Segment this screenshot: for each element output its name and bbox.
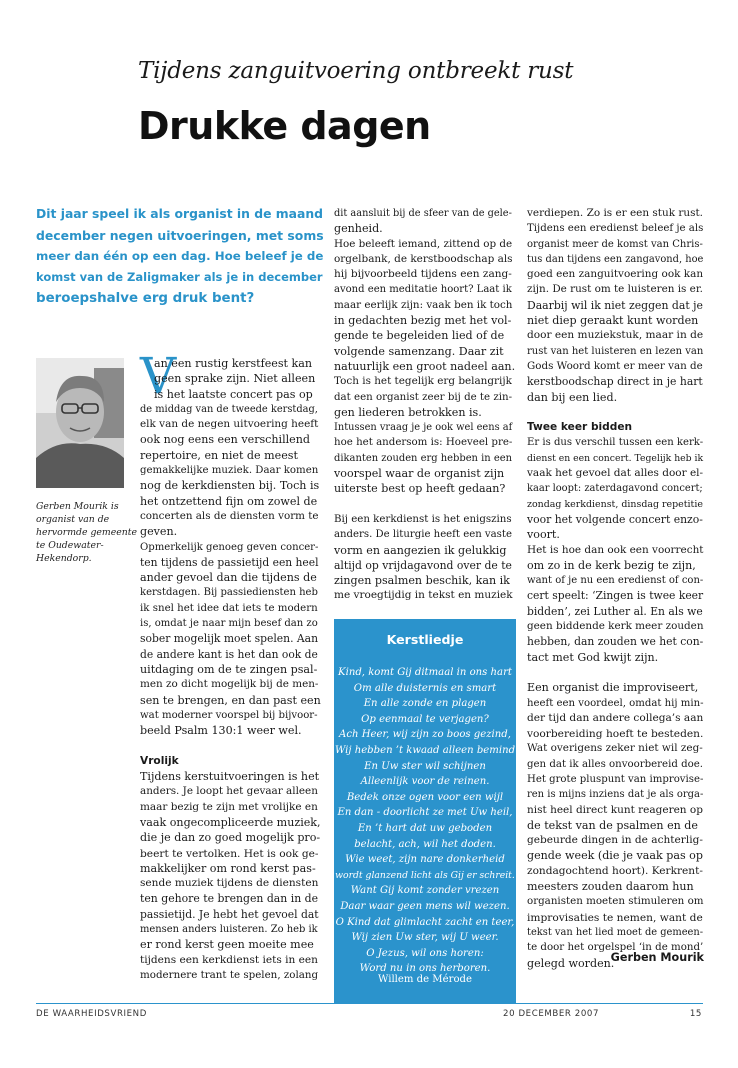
article-line: voor het volgende concert enzo- xyxy=(527,512,703,526)
paragraph-gap xyxy=(334,497,514,512)
poem-text xyxy=(334,665,516,977)
article-line: men zo dicht mogelijk bij de men- xyxy=(140,678,319,691)
article-line: organist meer de komst van Chris- xyxy=(527,238,703,250)
article-line: de andere kant is het dan ook de xyxy=(140,647,318,661)
poem-line: Daar waar geen mens wil wezen. xyxy=(340,900,510,912)
poem-line: Wij hebben ’t kwaad alleen bemind xyxy=(334,744,516,756)
article-line: ander gevoel dan die tijdens de xyxy=(140,571,317,585)
paragraph-gap xyxy=(527,405,705,420)
article-line: Intussen vraag je je ook wel eens af xyxy=(334,422,513,434)
article-line: tijdens een kerkdienst iets in een xyxy=(140,953,318,966)
poem-line: En alle zonde en plagen xyxy=(363,698,487,710)
article-line: de tekst van de psalmen en de xyxy=(527,818,698,832)
caption-line: te Oudewater- xyxy=(36,540,104,551)
article-line: natuurlijk een groot nadeel aan. xyxy=(334,359,516,373)
poem-author: Willem de Mérode xyxy=(378,974,472,985)
article-line: Hoe beleeft iemand, zittend op de xyxy=(334,237,513,250)
poem-line: En ’t hart dat uw geboden xyxy=(357,822,493,834)
article-line: gen dat ik alles onvoorbereid doe. xyxy=(527,758,704,770)
article-line: Tijdens kerstuitvoeringen is het xyxy=(140,770,320,784)
article-line: kerstboodschap direct in je hart xyxy=(527,375,703,389)
article-line: zingen psalmen beschik, kan ik xyxy=(334,574,510,588)
article-line: ik snel het idee dat iets te modern xyxy=(140,601,318,614)
article-line: concerten als de diensten vorm te xyxy=(140,509,319,522)
intro-line: beroepshalve erg druk bent? xyxy=(36,291,255,306)
article-line: meesters zouden daarom hun xyxy=(527,880,694,894)
article-line: Daarbij wil ik niet zeggen dat je xyxy=(527,298,703,312)
poem-line: En Uw ster wil schijnen xyxy=(364,760,486,772)
article-line: volgende samenzang. Daar zit xyxy=(334,344,504,358)
poem-box xyxy=(334,619,516,1003)
article-line: dit aansluit bij de sfeer van de gele- xyxy=(334,208,512,219)
section-heading: Vrolijk xyxy=(140,754,179,767)
article-line: uitdaging om de te zingen psal- xyxy=(140,662,318,676)
article-line: improvisaties te nemen, want de xyxy=(527,910,703,924)
poem-line: Word nu in ons herboren. xyxy=(359,963,491,975)
caption-line: organist van de xyxy=(36,514,110,525)
intro-line: komst van de Zaligmaker als je in december xyxy=(36,270,323,284)
article-line: hij bijvoorbeeld tijdens een zang- xyxy=(334,268,512,281)
article-line: dikanten zouden erg hebben in een xyxy=(334,452,512,464)
article-column-1 xyxy=(140,356,320,983)
caption-line: Hekendorp. xyxy=(36,553,92,564)
portrait-image xyxy=(36,358,124,488)
article-line: geen sprake zijn. Niet alleen xyxy=(154,372,316,386)
article-line: hoe het andersom is: Hoeveel pre- xyxy=(334,436,513,449)
article-line: makkelijker om rond kerst pas- xyxy=(140,861,316,875)
poem-line: Op eenmaal te verjagen? xyxy=(361,713,489,725)
article-line: heeft een voordeel, omdat hij min- xyxy=(527,697,704,709)
article-line: kerstdagen. Bij passiediensten heb xyxy=(140,587,318,599)
article-line: organisten moeten stimuleren om xyxy=(527,895,704,908)
article-line: dat een organist zeer bij de te zin- xyxy=(334,390,513,403)
paragraph-gap xyxy=(140,738,320,753)
article-title: Drukke dagen xyxy=(138,104,431,148)
poem-line: O Jezus, wil ons horen: xyxy=(366,947,484,959)
article-line: dan bij een lied. xyxy=(527,390,618,404)
article-line: cert speelt: ‘Zingen is twee keer xyxy=(527,589,704,603)
article-line: Wat overigens zeker niet wil zeg- xyxy=(527,742,703,755)
article-line: anders. Je loopt het gevaar alleen xyxy=(140,785,318,798)
article-line: te door het orgelspel ‘in de mond’ xyxy=(527,941,704,954)
article-line: orgelbank, de kerstboodschap als xyxy=(334,252,513,265)
paragraph-gap xyxy=(527,665,705,680)
footer-divider xyxy=(36,1003,703,1004)
article-line: dienst en een concert. Tegelijk heb ik xyxy=(527,452,704,464)
article-line: tact met God kwijt zijn. xyxy=(527,650,659,664)
author-photo xyxy=(36,358,124,488)
article-line: ten gehore te brengen dan in de xyxy=(140,892,319,906)
article-line: avond een meditatie hoort? Laat ik xyxy=(334,284,512,296)
article-line: kaar loopt: zaterdagavond concert; xyxy=(527,483,703,495)
article-line: bidden’, zei Luther al. En als we xyxy=(527,604,703,618)
article-line: niet diep geraakt kunt worden xyxy=(527,314,699,328)
caption-line: Gerben Mourik is xyxy=(36,501,119,512)
article-line: Tijdens een eredienst beleef je als xyxy=(527,223,704,235)
article-line: sende muziek tijdens de diensten xyxy=(140,877,319,890)
article-line: beeld Psalm 130:1 weer wel. xyxy=(140,724,302,738)
article-line: modernere trant te spelen, zolang xyxy=(140,968,319,981)
poem-line: Wie weet, zijn nare donkerheid xyxy=(345,854,505,866)
article-line: Gods Woord komt er meer van de xyxy=(527,359,703,372)
article-line: geen biddende kerk meer zouden xyxy=(527,620,704,633)
article-line: gebeurde dingen in de achterlig- xyxy=(527,834,703,847)
poem-line: O Kind dat glimlacht zacht en teer, xyxy=(335,916,515,928)
article-line: passietijd. Je hebt het gevoel dat xyxy=(140,907,319,921)
article-line: om zo in de kerk bezig te zijn, xyxy=(527,558,696,572)
article-line: ook nog eens een verschillend xyxy=(140,433,310,447)
poem-line: belacht, ach, wil het doden. xyxy=(354,838,496,850)
article-line: rust van het luisteren en lezen van xyxy=(527,345,704,357)
article-line: altijd op vrijdagavond over de te xyxy=(334,558,512,572)
article-line: vaak ongecompliceerde muziek, xyxy=(140,815,321,829)
article-line: vaak het gevoel dat alles door el- xyxy=(527,467,704,480)
article-line: wat moderner voorspel bij bijvoor- xyxy=(140,709,318,721)
article-line: Opmerkelijk genoeg geven concer- xyxy=(140,541,319,553)
article-line: der tijd dan andere collega’s aan xyxy=(527,711,704,724)
article-line: Het is hoe dan ook een voorrecht xyxy=(527,543,704,556)
article-subtitle: Tijdens zanguitvoering ontbreekt rust xyxy=(138,58,574,84)
article-line: zijn. De rust om te luisteren is er. xyxy=(527,283,703,296)
intro-lead xyxy=(36,204,326,309)
intro-line: meer dan één op een dag. Hoe beleef je de xyxy=(36,249,324,263)
article-line: nist heel direct kunt reageren op xyxy=(527,803,703,816)
article-line: hebben, dan zouden we het con- xyxy=(527,635,704,649)
intro-line: Dit jaar speel ik als organist in de maand xyxy=(36,207,323,221)
article-column-2 xyxy=(334,206,514,604)
article-line: voorbereiding hoeft te besteden. xyxy=(527,727,704,741)
article-line: repertoire, en niet de meest xyxy=(140,448,298,462)
article-line: sen te brengen, en dan past een xyxy=(140,693,321,707)
article-line: is, omdat je naar mijn besef dan zo xyxy=(140,618,318,630)
intro-line: december negen uitvoeringen, met soms xyxy=(36,228,324,243)
article-line: door een muziekstuk, maar in de xyxy=(527,329,704,342)
article-line: voort. xyxy=(527,528,560,542)
article-line: geven. xyxy=(140,525,178,539)
article-line: goed een zanguitvoering ook kan xyxy=(527,268,704,281)
article-line: ren is mijns inziens dat je als orga- xyxy=(527,789,704,801)
article-line: beert te vertolken. Het is ook ge- xyxy=(140,846,319,860)
poem-line: Kind, komt Gij ditmaal in ons hart xyxy=(338,667,512,678)
article-line: sober mogelijk moet spelen. Aan xyxy=(140,632,319,646)
article-line: me vroegtijdig in tekst en muziek xyxy=(334,589,513,602)
article-line: er rond kerst geen moeite mee xyxy=(140,938,314,952)
article-line: uiterste best op heeft gedaan? xyxy=(334,482,506,496)
article-line: gen liederen betrokken is. xyxy=(334,405,482,419)
poem-line: Ach Heer, wij zijn zo boos gezind, xyxy=(339,729,511,741)
article-line: Er is dus verschil tussen een kerk- xyxy=(527,437,704,449)
article-line: het ontzettend fijn om zowel de xyxy=(140,494,318,508)
article-line: genheid. xyxy=(334,222,383,236)
article-line: want of je nu een eredienst of con- xyxy=(527,575,704,587)
article-line: Toch is het tegelijk erg belangrijk xyxy=(334,375,512,388)
article-author: Gerben Mourik xyxy=(610,951,704,964)
caption-line: hervormde gemeente xyxy=(36,527,137,538)
article-line: is het laatste concert pas op xyxy=(154,387,313,401)
article-line: ten tijdens de passietijd een heel xyxy=(140,555,319,569)
article-line: maar eerlijk zijn: vaak ben ik toch xyxy=(334,298,513,311)
poem-line: Om alle duisternis en smart xyxy=(353,682,497,694)
article-line: vorm en aangezien ik gelukkig xyxy=(334,543,507,557)
photo-caption xyxy=(36,500,137,565)
article-line: de middag van de tweede kerstdag, xyxy=(140,403,318,415)
poem-line: Want Gij komt zonder vrezen xyxy=(350,885,500,897)
article-line: Een organist die improviseert, xyxy=(527,681,699,695)
article-line: voorspel waar de organist zijn xyxy=(334,467,505,481)
article-line: tekst van het lied moet de gemeen- xyxy=(527,926,704,938)
poem-line: Wij zien Uw ster, wij U weer. xyxy=(351,932,499,944)
article-line: nog de kerkdiensten bij. Toch is xyxy=(140,479,320,493)
drop-cap: V xyxy=(140,347,177,405)
article-line: gende week (die je vaak pas op xyxy=(527,849,703,863)
article-line: tus dan tijdens een zangavond, hoe xyxy=(527,253,704,265)
article-line: mensen anders luisteren. Zo heb ik xyxy=(140,923,318,935)
poem-line: wordt glanzend licht als Gij er schreit. xyxy=(335,869,515,881)
footer-page-number: 15 xyxy=(689,1009,702,1019)
article-line: Het grote pluspunt van improvise- xyxy=(527,773,704,785)
article-line: die je dan zo goed mogelijk pro- xyxy=(140,831,321,845)
poem-box-title: Kerstliedje xyxy=(386,632,464,647)
section-heading: Twee keer bidden xyxy=(527,421,633,434)
article-line: gende te begeleiden lied of de xyxy=(334,329,505,343)
footer-date: 20 DECEMBER 2007 xyxy=(503,1009,600,1019)
article-line: gelegd worden. xyxy=(527,956,615,970)
article-line: anders. De liturgie heeft een vaste xyxy=(334,529,512,541)
article-line: zondag kerkdienst, dinsdag repetitie xyxy=(527,498,703,510)
poem-line: En dan - doorlicht ze met Uw heil, xyxy=(337,807,513,819)
article-line: zondagochtend hoort). Kerkrent- xyxy=(527,864,703,877)
article-line: gemakkelijke muziek. Daar komen xyxy=(140,465,319,477)
poem-line: Bedek onze ogen voor een wijl xyxy=(346,791,504,803)
article-line: maar bezig te zijn met vrolijke en xyxy=(140,800,318,813)
article-line: elk van de negen uitvoering heeft xyxy=(140,418,319,431)
article-column-3 xyxy=(527,206,705,971)
article-line: Bij een kerkdienst is het enigszins xyxy=(334,512,512,525)
footer-publication: DE WAARHEIDSVRIEND xyxy=(36,1009,147,1019)
poem-line: Alleenlijk voor de reinen. xyxy=(360,776,490,788)
article-line: verdiepen. Zo is er een stuk rust. xyxy=(527,207,703,219)
article-line: in gedachten bezig met het vol- xyxy=(334,314,512,328)
article-line: an een rustig kerstfeest kan xyxy=(154,357,312,370)
